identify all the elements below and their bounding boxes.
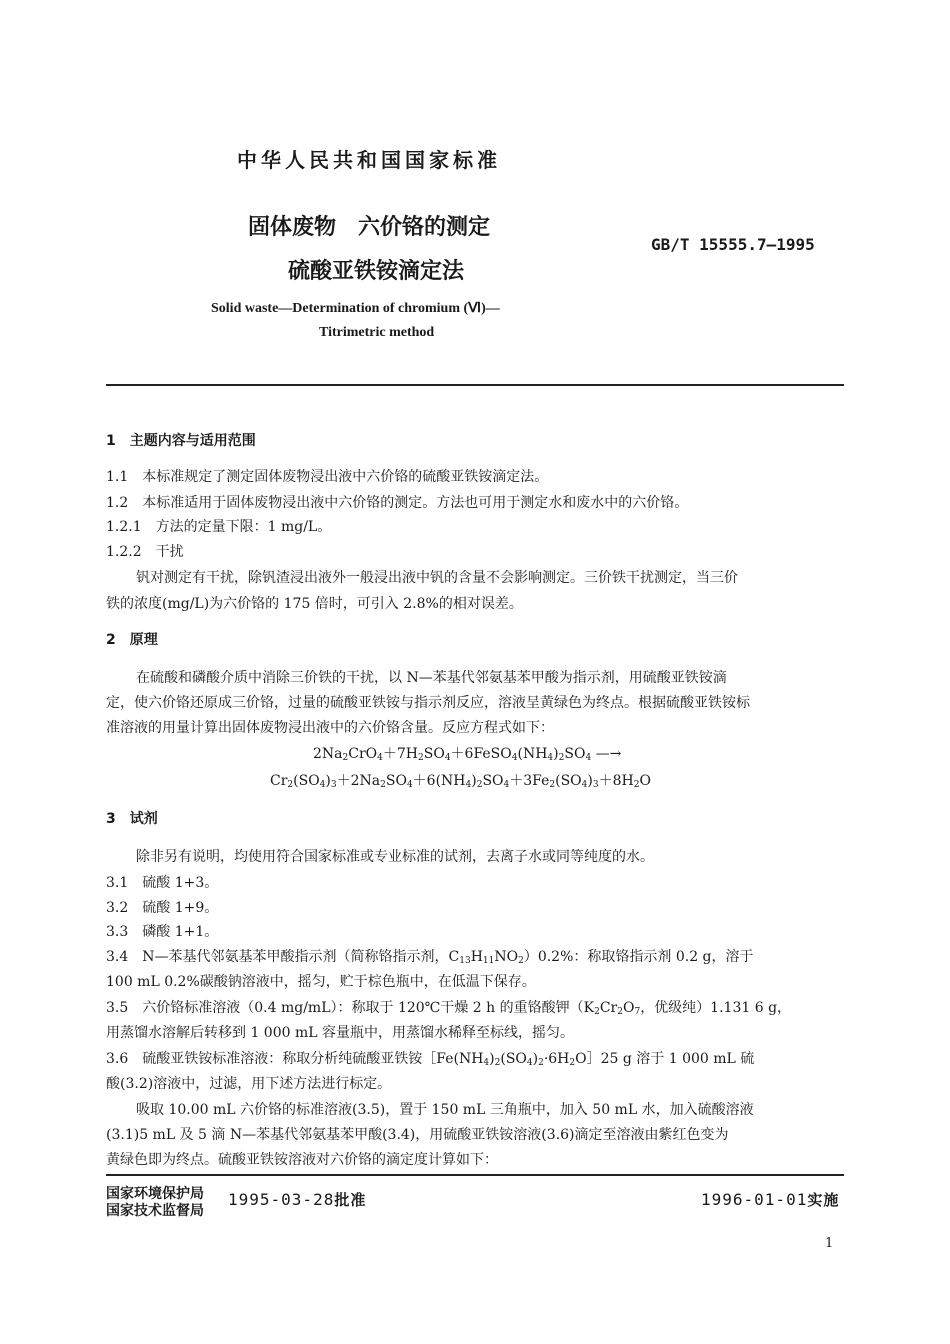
clause-1-1: 1.1 本标准规定了测定固体废物浸出液中六价铬的硫酸亚铁铵滴定法。 xyxy=(106,469,549,485)
issuing-agency-1: 国家环境保护局 xyxy=(106,1186,204,1202)
indicator-formula: $C_{13}H_{11}NO_2$ xyxy=(448,949,524,966)
reagent-3-4-line2: 100 mL 0.2%碳酸钠溶液中，摇匀，贮于棕色瓶中，在低温下保存。 xyxy=(106,974,536,990)
document-title-line1: 固体废物 六价铬的测定 xyxy=(248,215,491,240)
reagent-3-6-text-a: 3.6 硫酸亚铁铵标准溶液：称取分析纯硫酸亚铁铵［ xyxy=(106,1051,437,1067)
approval-label: 批准 xyxy=(334,1191,367,1209)
reagent-3-6-text-b: ］25 g 溶于 1 000 mL 硫 xyxy=(586,1051,755,1067)
clause-1-2-2: 1.2.2 干扰 xyxy=(106,544,184,560)
implementation-date-value: 1996-01-01 xyxy=(701,1190,808,1209)
national-standard-title: 中华人民共和国国家标准 xyxy=(237,148,501,172)
principle-line1: 在硫酸和磷酸介质中消除三价铁的干扰，以 N—苯基代邻氨基苯甲酸为指示剂，用硫酸亚铁铵滴 xyxy=(136,670,727,686)
reagent-3-5-line1 xyxy=(106,997,791,1017)
reagent-3-3: 3.3 磷酸 1+1。 xyxy=(106,924,219,940)
clause-1-2-1: 1.2.1 方法的定量下限：1 mg/L。 xyxy=(106,519,332,535)
reagent-3-5-text-a: 3.5 六价铬标准溶液（0.4 mg/mL）：称取于 120℃干燥 2 h 的重铬酸钾（ xyxy=(106,1000,584,1016)
interference-line1: 钒对测定有干扰，除钒渣浸出液外一般浸出液中钒的含量不会影响测定。三价铁干扰测定，当三价 xyxy=(136,570,738,586)
standard-code: GB/T 15555.7—1995 xyxy=(651,235,815,254)
english-title-line1: Solid waste—Determination of chromium (Ⅵ)— xyxy=(211,301,500,316)
dichromate-formula: $K_2Cr_2O_7$ xyxy=(583,1000,641,1017)
section-heading-1: 1 主题内容与适用范围 xyxy=(106,433,256,449)
document-title-line2: 硫酸亚铁铵滴定法 xyxy=(288,259,465,284)
footer-divider xyxy=(106,1174,844,1176)
reagent-3-6-line2: 酸(3.2)溶液中，过滤，用下述方法进行标定。 xyxy=(106,1076,392,1092)
page-number: 1 xyxy=(825,1236,834,1251)
calibration-line1: 吸取 10.00 mL 六价铬的标准溶液(3.5)，置于 150 mL 三角瓶中，加入 50 mL 水，加入硫酸溶液 xyxy=(136,1102,754,1118)
header-divider xyxy=(106,384,844,386)
reaction-equation-line2: $Cr_2(SO_4)_3+2Na_2SO_4+6(NH_4)_2SO_4+3Fe_2(SO_4)_3+8H_2O$ xyxy=(270,773,651,790)
implementation-label: 实施 xyxy=(807,1191,840,1209)
principle-line2: 定，使六价铬还原成三价铬，过量的硫酸亚铁铵与指示剂反应，溶液呈黄绿色为终点。根据硫酸亚铁铵标 xyxy=(106,695,750,711)
reaction-equation-line1: $2Na_2CrO_4+7H_2SO_4+6FeSO_4(NH_4)_2SO_4$ —→ xyxy=(313,746,622,763)
reagent-3-4-text-b: ）0.2%：称取铬指示剂 0.2 g，溶于 xyxy=(523,949,754,965)
reagent-3-6-line1 xyxy=(106,1048,754,1068)
issuing-agency-2: 国家技术监督局 xyxy=(106,1203,204,1219)
approval-date xyxy=(228,1189,366,1210)
section-heading-3: 3 试剂 xyxy=(106,811,158,827)
ammonium-iron-sulfate-formula: $Fe(NH_4)_2(SO_4)_2\cdot 6H_2O$ xyxy=(436,1051,587,1068)
calibration-line3: 黄绿色即为终点。硫酸亚铁铵溶液对六价铬的滴定度计算如下： xyxy=(106,1152,498,1168)
interference-line2: 铁的浓度(mg/L)为六价铬的 175 倍时，可引入 2.8%的相对误差。 xyxy=(106,596,523,612)
implementation-date xyxy=(701,1189,839,1210)
reagents-intro: 除非另有说明，均使用符合国家标准或专业标准的试剂，去离子水或同等纯度的水。 xyxy=(136,849,654,865)
reagent-3-2: 3.2 硫酸 1+9。 xyxy=(106,900,219,916)
reagent-3-1: 3.1 硫酸 1+3。 xyxy=(106,875,219,891)
principle-line3: 准溶液的用量计算出固体废物浸出液中的六价铬含量。反应方程式如下： xyxy=(106,720,554,736)
english-title-line2: Titrimetric method xyxy=(319,325,435,340)
reagent-3-5-line2: 用蒸馏水溶解后转移到 1 000 mL 容量瓶中，用蒸馏水稀释至标线，摇匀。 xyxy=(106,1025,575,1041)
reagent-3-5-text-b: ，优级纯）1.131 6 g， xyxy=(640,1000,792,1016)
section-heading-2: 2 原理 xyxy=(106,632,158,648)
reagent-3-4-line1 xyxy=(106,946,754,966)
reagent-3-4-text-a: 3.4 N—苯基代邻氨基苯甲酸指示剂（简称铬指示剂， xyxy=(106,949,449,965)
calibration-line2: (3.1)5 mL 及 5 滴 N—苯基代邻氨基苯甲酸(3.4)，用硫酸亚铁铵溶液(3.6)滴定至溶液由紫红色变为 xyxy=(106,1127,729,1143)
approval-date-value: 1995-03-28 xyxy=(228,1190,335,1209)
clause-1-2: 1.2 本标准适用于固体废物浸出液中六价铬的测定。方法也可用于测定水和废水中的六价铬。 xyxy=(106,495,689,511)
